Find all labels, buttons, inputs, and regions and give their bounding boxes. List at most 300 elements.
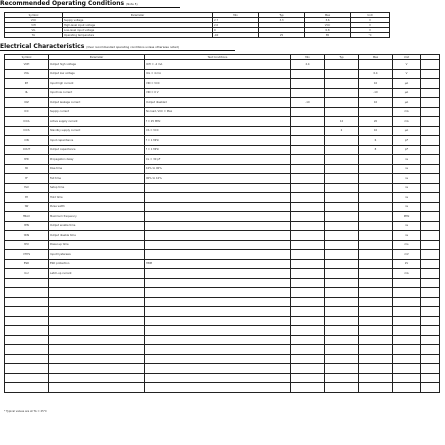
elec-characteristics-table: [4, 54, 440, 393]
table-cell: 2.4: [291, 60, 325, 70]
table-cell: [421, 79, 440, 89]
table-cell: 10: [359, 79, 393, 89]
table-cell: tEN: [5, 221, 49, 231]
table-cell: [421, 383, 440, 393]
rec-title-rule: [0, 7, 180, 8]
table-cell: [291, 174, 325, 184]
table-cell: [421, 145, 440, 155]
table-cell: [325, 231, 359, 241]
table-cell: [291, 297, 325, 307]
table-cell: V: [351, 23, 390, 28]
table-cell: HBM: [145, 259, 291, 269]
table-cell: [359, 269, 393, 279]
table-cell: [291, 307, 325, 317]
table-row: [5, 88, 440, 98]
table-cell: Supply voltage: [63, 18, 213, 23]
table-cell: 3.3: [259, 18, 305, 23]
table-cell: mA: [393, 107, 421, 117]
table-row: [5, 183, 440, 193]
table-cell: µA: [393, 98, 421, 108]
table-cell: [421, 335, 440, 345]
table-cell: ns: [393, 202, 421, 212]
table-row: [5, 69, 440, 79]
table-cell: tH: [5, 193, 49, 203]
table-cell: Low-level input voltage: [63, 28, 213, 33]
table-cell: V: [393, 69, 421, 79]
table-cell: [421, 193, 440, 203]
table-cell: [145, 193, 291, 203]
table-cell: [291, 269, 325, 279]
table-cell: Output leakage current: [49, 98, 145, 108]
table-cell: [145, 250, 291, 260]
table-cell: [291, 383, 325, 393]
table-cell: [393, 307, 421, 317]
table-cell: tDIS: [5, 231, 49, 241]
table-row: [5, 79, 440, 89]
table-row: [5, 117, 440, 127]
table-cell: [421, 278, 440, 288]
table-row: [5, 354, 440, 364]
table-cell: [359, 383, 393, 393]
table-cell: [291, 79, 325, 89]
footnote: * Typical values are at TA = 25°C: [4, 410, 47, 413]
table-cell: [421, 326, 440, 336]
table-cell: [325, 250, 359, 260]
table-cell: [421, 297, 440, 307]
table-cell: [421, 107, 440, 117]
table-cell: [421, 250, 440, 260]
table-cell: [49, 373, 145, 383]
table-cell: [421, 117, 440, 127]
table-cell: Hold time: [49, 193, 145, 203]
table-cell: [291, 240, 325, 250]
table-cell: 10: [359, 98, 393, 108]
table-cell: [291, 373, 325, 383]
table-row: [5, 364, 440, 374]
table-cell: 2.7: [213, 18, 259, 23]
table-cell: [359, 240, 393, 250]
table-cell: [325, 383, 359, 393]
table-cell: 10: [359, 126, 393, 136]
table-cell: VIH: [5, 23, 63, 28]
table-cell: [359, 316, 393, 326]
table-cell: [291, 88, 325, 98]
rec-header-cell: Symbol: [5, 13, 63, 18]
table-cell: ESD: [5, 259, 49, 269]
table-cell: [49, 345, 145, 355]
table-cell: [421, 88, 440, 98]
table-cell: VCC: [305, 23, 351, 28]
table-cell: [325, 202, 359, 212]
table-cell: [325, 88, 359, 98]
table-cell: [291, 183, 325, 193]
table-cell: [421, 354, 440, 364]
table-cell: tPD: [5, 155, 49, 165]
table-cell: [421, 202, 440, 212]
table-cell: Latch-up current: [49, 269, 145, 279]
table-cell: CS = VCC: [145, 126, 291, 136]
table-cell: [145, 183, 291, 193]
table-cell: V: [393, 60, 421, 70]
table-cell: 2.0: [213, 23, 259, 28]
table-cell: [5, 373, 49, 383]
table-cell: [49, 297, 145, 307]
table-cell: µA: [393, 79, 421, 89]
table-cell: [421, 316, 440, 326]
table-cell: Input capacitance: [49, 136, 145, 146]
table-cell: IOZ: [5, 98, 49, 108]
table-cell: [359, 250, 393, 260]
table-cell: [145, 335, 291, 345]
table-cell: [421, 212, 440, 222]
table-cell: [325, 183, 359, 193]
table-cell: [145, 345, 291, 355]
table-cell: [421, 164, 440, 174]
table-cell: [325, 278, 359, 288]
table-cell: [5, 383, 49, 393]
elec-subtitle-text: (Over recommended operating conditions unless otherwise noted): [86, 46, 179, 49]
table-cell: [291, 212, 325, 222]
table-cell: 0.4: [359, 69, 393, 79]
table-cell: Maximum frequency: [49, 212, 145, 222]
table-cell: [421, 221, 440, 231]
table-cell: TA: [5, 33, 63, 38]
table-cell: [421, 126, 440, 136]
table-cell: [359, 335, 393, 345]
table-cell: V: [351, 18, 390, 23]
table-cell: IOL = 4 mA: [145, 69, 291, 79]
table-cell: ICC: [5, 107, 49, 117]
table-cell: [145, 212, 291, 222]
table-row: [5, 221, 440, 231]
table-row: [5, 155, 440, 165]
table-cell: [291, 278, 325, 288]
table-cell: [421, 373, 440, 383]
rec-table-body: [5, 18, 390, 38]
table-cell: [5, 297, 49, 307]
table-cell: [421, 60, 440, 70]
elec-header-cell: Parameter: [49, 55, 145, 60]
table-cell: VOL: [5, 69, 49, 79]
table-cell: tW: [5, 202, 49, 212]
table-row: [5, 316, 440, 326]
table-cell: [421, 345, 440, 355]
table-cell: [291, 202, 325, 212]
table-cell: ns: [393, 164, 421, 174]
table-row: [5, 297, 440, 307]
table-cell: tSU: [5, 183, 49, 193]
table-row: [5, 174, 440, 184]
table-cell: [49, 316, 145, 326]
table-cell: [359, 259, 393, 269]
table-cell: [291, 221, 325, 231]
table-cell: [5, 307, 49, 317]
table-cell: CIN: [5, 136, 49, 146]
table-row: [5, 164, 440, 174]
table-cell: [325, 364, 359, 374]
table-cell: [325, 145, 359, 155]
table-row: [5, 269, 440, 279]
table-cell: [393, 383, 421, 393]
table-cell: [5, 354, 49, 364]
rec-conditions-table: [4, 12, 390, 38]
table-cell: [145, 373, 291, 383]
table-cell: [325, 326, 359, 336]
elec-title-rule: [0, 50, 235, 51]
table-cell: [145, 326, 291, 336]
table-cell: [359, 174, 393, 184]
table-cell: Output disabled: [145, 98, 291, 108]
table-cell: mA: [393, 269, 421, 279]
elec-header-cell: Typ: [325, 55, 359, 60]
table-cell: ns: [393, 155, 421, 165]
table-cell: VCC: [5, 18, 63, 23]
table-cell: [145, 383, 291, 393]
rec-header-cell: Parameter: [63, 13, 213, 18]
table-cell: [325, 212, 359, 222]
table-cell: [291, 326, 325, 336]
table-cell: [291, 288, 325, 298]
table-cell: V: [351, 28, 390, 33]
table-cell: [325, 240, 359, 250]
table-cell: [393, 297, 421, 307]
table-cell: [145, 231, 291, 241]
table-cell: [291, 250, 325, 260]
table-cell: [145, 316, 291, 326]
table-cell: [325, 345, 359, 355]
table-cell: pF: [393, 145, 421, 155]
table-cell: [421, 98, 440, 108]
table-row: [5, 383, 440, 393]
table-cell: [291, 145, 325, 155]
table-cell: tF: [5, 174, 49, 184]
table-row: [5, 145, 440, 155]
table-cell: [49, 364, 145, 374]
table-cell: [291, 107, 325, 117]
table-cell: VOH: [5, 60, 49, 70]
table-cell: [325, 288, 359, 298]
table-cell: [421, 136, 440, 146]
table-cell: Input hysteresis: [49, 250, 145, 260]
table-cell: Power-up time: [49, 240, 145, 250]
table-cell: -10: [359, 88, 393, 98]
table-cell: [145, 278, 291, 288]
table-cell: [5, 345, 49, 355]
table-cell: IIL: [5, 88, 49, 98]
table-cell: °C: [351, 33, 390, 38]
table-cell: [145, 269, 291, 279]
table-cell: 10% to 90%: [145, 164, 291, 174]
table-row: [5, 278, 440, 288]
table-cell: 6: [359, 136, 393, 146]
table-cell: [291, 126, 325, 136]
table-cell: [291, 155, 325, 165]
table-cell: [359, 373, 393, 383]
table-cell: Fall time: [49, 174, 145, 184]
table-cell: [325, 60, 359, 70]
table-cell: [49, 278, 145, 288]
table-cell: [325, 221, 359, 231]
table-cell: 3.6: [305, 18, 351, 23]
table-cell: [49, 354, 145, 364]
table-cell: [359, 307, 393, 317]
table-cell: [393, 373, 421, 383]
elec-header-cell: Unit: [393, 55, 421, 60]
table-cell: [325, 193, 359, 203]
table-cell: 0: [213, 28, 259, 33]
table-cell: [5, 316, 49, 326]
elec-header-cell: Min: [291, 55, 325, 60]
table-cell: [5, 364, 49, 374]
table-cell: [359, 107, 393, 117]
table-cell: [49, 288, 145, 298]
table-cell: [145, 364, 291, 374]
table-cell: Standby supply current: [49, 126, 145, 136]
table-row: [5, 240, 440, 250]
table-cell: [421, 174, 440, 184]
table-row: [5, 193, 440, 203]
table-cell: [49, 335, 145, 345]
table-cell: [421, 288, 440, 298]
table-row: [5, 335, 440, 345]
table-cell: [325, 107, 359, 117]
table-cell: tR: [5, 164, 49, 174]
table-cell: [291, 364, 325, 374]
table-cell: Rise time: [49, 164, 145, 174]
table-cell: tPU: [5, 240, 49, 250]
table-cell: [393, 316, 421, 326]
table-cell: 90% to 10%: [145, 174, 291, 184]
table-cell: CL = 30 pF: [145, 155, 291, 165]
table-cell: 2: [325, 126, 359, 136]
table-cell: [359, 164, 393, 174]
table-cell: [325, 269, 359, 279]
table-cell: MHz: [393, 212, 421, 222]
table-cell: ns: [393, 174, 421, 184]
table-cell: ICCA: [5, 117, 49, 127]
table-row: [5, 60, 440, 70]
table-cell: µA: [393, 88, 421, 98]
table-cell: mA: [393, 117, 421, 127]
table-cell: ICCS: [5, 126, 49, 136]
table-cell: VIN = VCC: [145, 79, 291, 89]
table-cell: [145, 307, 291, 317]
elec-title-text: Electrical Characteristics: [0, 43, 85, 50]
table-cell: ms: [393, 240, 421, 250]
table-cell: [359, 364, 393, 374]
table-cell: [421, 69, 440, 79]
table-cell: [145, 354, 291, 364]
table-cell: [5, 278, 49, 288]
table-cell: [325, 136, 359, 146]
table-cell: 8: [359, 145, 393, 155]
table-row: [5, 373, 440, 383]
table-cell: [325, 164, 359, 174]
table-cell: Operating temperature: [63, 33, 213, 38]
table-cell: [421, 183, 440, 193]
table-cell: ns: [393, 221, 421, 231]
table-cell: [291, 316, 325, 326]
table-cell: [291, 259, 325, 269]
table-cell: pF: [393, 136, 421, 146]
table-cell: Supply current: [49, 107, 145, 117]
table-cell: [325, 79, 359, 89]
table-cell: [359, 193, 393, 203]
table-cell: Output high voltage: [49, 60, 145, 70]
table-cell: [325, 155, 359, 165]
table-cell: [359, 345, 393, 355]
table-cell: [325, 307, 359, 317]
table-cell: [421, 240, 440, 250]
table-cell: [359, 326, 393, 336]
table-cell: [359, 60, 393, 70]
table-cell: [393, 278, 421, 288]
table-cell: 85: [305, 33, 351, 38]
table-row: [5, 202, 440, 212]
table-cell: [145, 288, 291, 298]
table-row: [5, 212, 440, 222]
rec-subtitle-text: (Note 5): [126, 3, 138, 6]
table-cell: -40: [213, 33, 259, 38]
table-cell: VHYS: [5, 250, 49, 260]
table-cell: Output capacitance: [49, 145, 145, 155]
table-cell: [325, 354, 359, 364]
table-cell: [421, 155, 440, 165]
table-cell: Output enable time: [49, 221, 145, 231]
table-cell: kV: [393, 259, 421, 269]
table-cell: [393, 326, 421, 336]
table-cell: COUT: [5, 145, 49, 155]
table-cell: 0.8: [305, 28, 351, 33]
table-row: [5, 326, 440, 336]
table-cell: [145, 202, 291, 212]
table-cell: [291, 193, 325, 203]
table-cell: [421, 364, 440, 374]
rec-header-cell: Min: [213, 13, 259, 18]
table-cell: [291, 335, 325, 345]
table-cell: [359, 297, 393, 307]
table-cell: Active supply current: [49, 117, 145, 127]
table-cell: [291, 69, 325, 79]
table-cell: [325, 373, 359, 383]
table-cell: [291, 231, 325, 241]
table-cell: [145, 297, 291, 307]
table-cell: Input high current: [49, 79, 145, 89]
table-cell: [421, 307, 440, 317]
table-cell: [393, 364, 421, 374]
rec-header-cell: Unit: [351, 13, 390, 18]
table-row: [5, 33, 390, 38]
table-cell: [49, 326, 145, 336]
table-cell: [359, 288, 393, 298]
table-cell: ns: [393, 183, 421, 193]
table-cell: IOH = -4 mA: [145, 60, 291, 70]
table-cell: [359, 278, 393, 288]
table-row: [5, 136, 440, 146]
table-cell: f = 25 MHz: [145, 117, 291, 127]
table-cell: [393, 354, 421, 364]
table-cell: Setup time: [49, 183, 145, 193]
table-cell: [145, 221, 291, 231]
table-cell: [359, 231, 393, 241]
table-row: [5, 107, 440, 117]
elec-header-cell: Max: [359, 55, 393, 60]
table-row: [5, 345, 440, 355]
rec-title-text: Recommended Operating Conditions: [0, 0, 125, 7]
table-cell: [49, 307, 145, 317]
table-cell: [5, 288, 49, 298]
table-cell: [291, 117, 325, 127]
